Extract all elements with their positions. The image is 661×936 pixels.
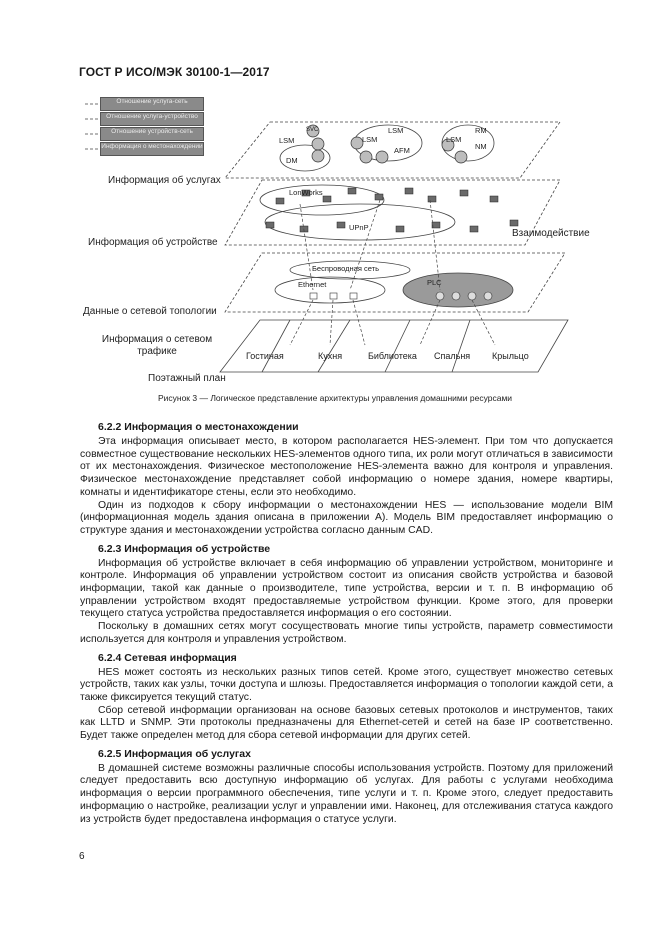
node-label-svc: SVC <box>306 127 319 133</box>
paragraph: Поскольку в домашних сетях могут сосуществовать многие типы устройств, параметр совместимости используется для контроля и управления устройством. <box>80 621 613 645</box>
layer-label-devices: Информация об устройстве <box>88 237 218 248</box>
section-heading: 6.2.4 Сетевая информация <box>98 651 237 664</box>
legend-item: Отношение устройств-сеть <box>100 127 204 141</box>
section-heading: 6.2.3 Информация об устройстве <box>98 542 271 555</box>
page-header: ГОСТ Р ИСО/МЭК 30100-1—2017 <box>79 65 270 79</box>
figure-caption: Рисунок 3 — Логическое представление архитектуры управления домашними ресурсами <box>157 393 513 403</box>
layer-label-services: Информация об услугах <box>108 175 221 186</box>
paragraph: Один из подходов к сбору информации о местонахождении HES — использование модели BIM (информационная модель здания описана в приложении А). Модель BIM предоставляет информацию о структуре здания и местонахождении устройства согласно данным CAD. <box>80 499 613 536</box>
node-label-lsm: LSM <box>446 135 462 144</box>
section-heading: 6.2.5 Информация об услугах <box>98 747 251 760</box>
layer-label-traffic: Информация о сетевом трафике <box>101 334 213 357</box>
room-label: Гостиная <box>246 351 284 361</box>
room-label: Спальня <box>434 351 471 361</box>
node-label-afm: AFM <box>394 146 410 155</box>
paragraph: Сбор сетевой информации организован на основе базовых сетевых протоколов и инструментов, таких как LLTD и SNMP. Эти протоколы предназначены для Ethernet-сетей и сетей на базе IP соответственно. Будет также определен метод для сбора сетевой информации для других сетей. <box>80 704 613 742</box>
legend-item: Отношение услуга-устройство <box>100 112 204 126</box>
legend-item: Отношение услуга-сеть <box>100 97 204 111</box>
room-label: Библиотека <box>368 351 417 361</box>
paragraph: HES может состоять из нескольких разных типов сетей. Кроме этого, существует множество сетевых устройств, таких как узлы, точки доступа и шлюзы. Предоставляется информация о топологии каждой сети, а также фиксируется текущий статус. <box>80 666 613 703</box>
section <box>80 652 613 743</box>
page-number: 6 <box>79 851 85 862</box>
section-heading: 6.2.2 Информация о местонахождении <box>98 421 299 433</box>
room-label: Кухня <box>318 351 343 361</box>
layer-label-topology: Данные о сетевой топологии <box>83 306 217 317</box>
paragraph: Информация об устройстве включает в себя информацию об управлении устройством, мониторинге и контроле. Информация об управлении устройством состоит из описания свойств устройства и базовой информации, такой как данные о производителе, типе устройства, версии и т. п. В информацию об управлении устройством входят предоставляемые устройством функции. Кроме этого, для проверки текущего статуса устройства предоставляется информация о его состоянии. <box>80 557 613 620</box>
node-label-wireless: Беспроводная сеть <box>312 264 380 273</box>
paragraph: В домашней системе возможны различные способы использования устройств. Поэтому для приложений следует предоставить всю доступную информацию об услугах. Для работы с услугами необходима информация о версии программного обеспечения, типе услуги и т. п. Кроме этого, следует предоставить информацию о настройке, реализации услуг и управлении ими. Наконец, для отслеживания статуса каждого из устройств будет предоставлена информация о статусе услуги. <box>80 762 613 825</box>
node-label-lonworks: LonWorks <box>289 188 323 197</box>
document-body <box>80 416 613 826</box>
section <box>80 748 613 827</box>
section <box>80 421 613 538</box>
room-label: Крыльцо <box>492 351 529 361</box>
node-label-rm: RM <box>475 126 487 135</box>
section <box>80 543 613 647</box>
paragraph: Эта информация описывает место, в котором располагается HES-элемент. При том что допускается совместное существование нескольких HES-элементов одного типа, их роли могут отличаться в зависимости от их местонахождения. Физическое местоположение HES-элемента важно для контроля и управления. Физическое местонахождение представляет собой информацию о номере здания, номере квартиры, комнаты и идентификаторе стены, если это необходимо. <box>80 436 613 498</box>
legend-item: Информация о местонахождении <box>100 142 204 156</box>
node-label-upnp: UPnP <box>349 223 369 232</box>
interaction-label: Взаимодействие <box>512 228 590 239</box>
node-label-dm: DM <box>286 156 298 165</box>
node-label-nm: NM <box>475 142 487 151</box>
node-label-plc: PLC <box>427 278 442 287</box>
node-label-lsm: LSM <box>388 126 404 135</box>
node-label-lsm: LSM <box>362 135 378 144</box>
layer-label-floorplan: Поэтажный план <box>148 373 226 384</box>
node-label-lsm: LSM <box>279 136 295 145</box>
node-label-ethernet: Ethernet <box>298 280 327 289</box>
